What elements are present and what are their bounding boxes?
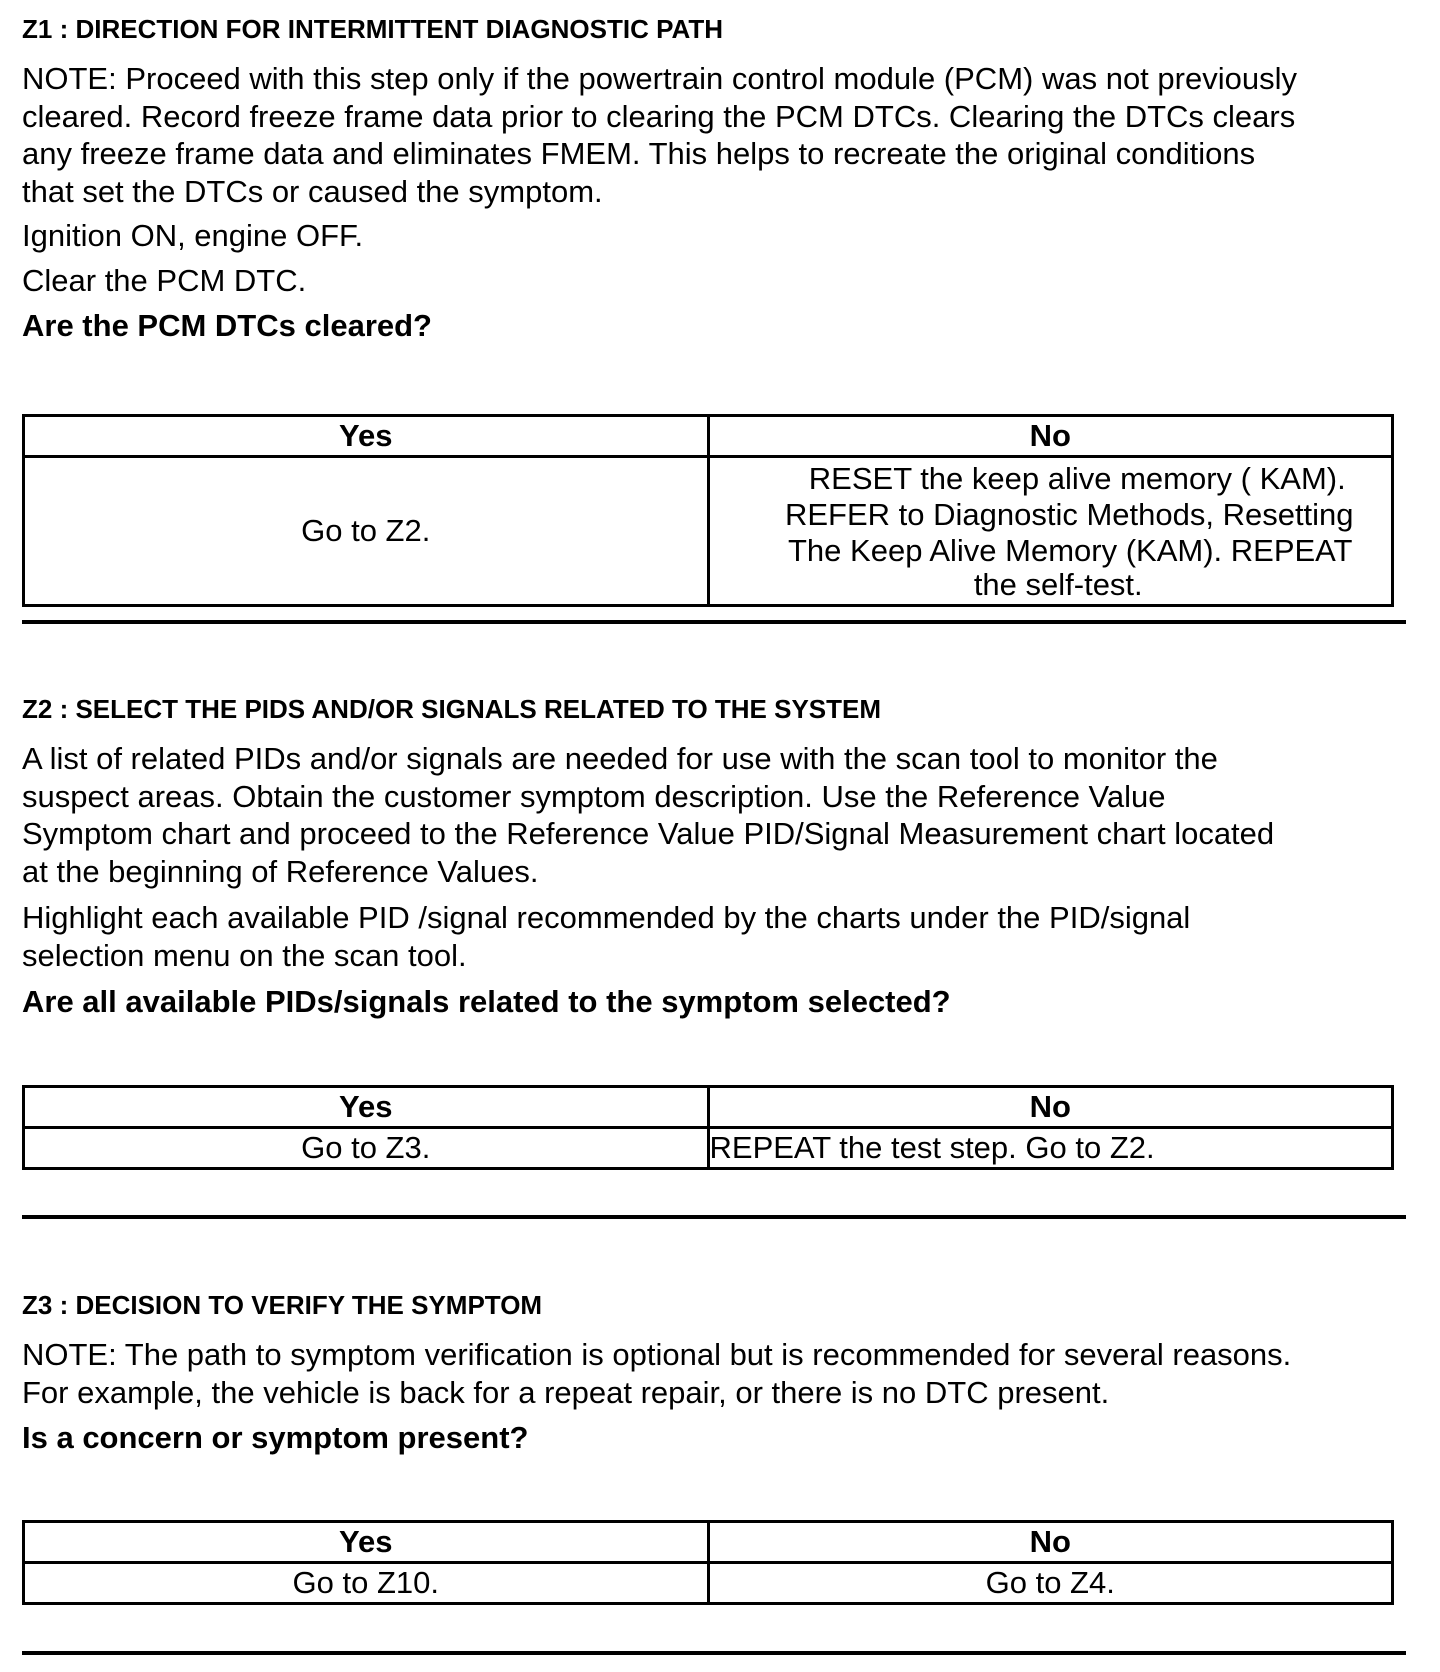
z1-note: [22, 60, 1402, 210]
z3-question: Is a concern or symptom present?: [22, 1420, 529, 1455]
z1-note-line: cleared. Record freeze frame data prior to clearing the PCM DTCs. Clearing the DTCs clears: [22, 98, 1296, 134]
no-action: [708, 457, 1393, 606]
table-header-row: [24, 1522, 1393, 1563]
table-row: [24, 1128, 1393, 1169]
z2-question: Are all available PIDs/signals related to the symptom selected?: [22, 984, 951, 1019]
no-action-line: REFER to Diagnostic Methods, Resetting: [784, 497, 1354, 532]
z2-decision-table: [22, 1085, 1394, 1170]
z3-decision-table: [22, 1520, 1394, 1605]
yes-action: Go to Z2.: [24, 457, 709, 606]
table-header-row: [24, 1087, 1393, 1128]
z1-note-line: any freeze frame data and eliminates FMEM. This helps to recreate the original conditions: [22, 136, 1256, 171]
z3-note-line: For example, the vehicle is back for a repeat repair, or there is no DTC present.: [22, 1374, 1110, 1410]
no-action-line: The Keep Alive Memory (KAM). REPEAT: [788, 533, 1353, 568]
no-header: No: [708, 1087, 1393, 1128]
z2-para-line: Highlight each available PID /signal recommended by the charts under the PID/signal: [22, 900, 1191, 935]
table-header-row: [24, 416, 1393, 457]
z3-note-line: NOTE: The path to symptom verification is optional but is recommended for several reasons.: [22, 1337, 1292, 1372]
yes-action: Go to Z3.: [24, 1128, 709, 1169]
yes-header: Yes: [24, 416, 709, 457]
z2-para-line: at the beginning of Reference Values.: [22, 853, 539, 889]
z2-para-line: Symptom chart and proceed to the Reference Value PID/Signal Measurement chart located: [22, 816, 1275, 851]
z1-title: Z1 : DIRECTION FOR INTERMITTENT DIAGNOSTIC PATH: [22, 14, 724, 44]
z2-title: Z2 : SELECT THE PIDS AND/OR SIGNALS RELATED TO THE SYSTEM: [22, 694, 882, 724]
z3-title: Z3 : DECISION TO VERIFY THE SYMPTOM: [22, 1290, 543, 1320]
z1-question: Are the PCM DTCs cleared?: [22, 308, 432, 343]
yes-header: Yes: [24, 1087, 709, 1128]
z3-note: [22, 1336, 1402, 1411]
no-header: No: [708, 1522, 1393, 1563]
table-row: [24, 1563, 1393, 1604]
z2-para-line: A list of related PIDs and/or signals are needed for use with the scan tool to monitor the: [22, 741, 1218, 776]
z1-decision-table: [22, 414, 1394, 607]
yes-header: Yes: [24, 1522, 709, 1563]
z2-para-line: suspect areas. Obtain the customer symptom description. Use the Reference Value: [22, 778, 1166, 814]
z2-paragraph-2: [22, 899, 1402, 974]
section-divider: [22, 1651, 1406, 1655]
no-header: No: [708, 416, 1393, 457]
z1-step-ignition: Ignition ON, engine OFF.: [22, 218, 364, 253]
section-divider: [22, 620, 1406, 624]
no-action-line: RESET the keep alive memory ( KAM).: [808, 461, 1346, 496]
z2-paragraph-1: [22, 740, 1402, 890]
section-divider: [22, 1215, 1406, 1219]
z2-section: [22, 694, 1402, 1020]
table-row: [24, 457, 1393, 606]
z1-section: [22, 14, 1402, 344]
z3-section: [22, 1290, 1402, 1456]
no-action: Go to Z4.: [708, 1563, 1393, 1604]
z1-step-clear: Clear the PCM DTC.: [22, 262, 307, 298]
z1-note-line: NOTE: Proceed with this step only if the powertrain control module (PCM) was not previously: [22, 61, 1297, 96]
z1-note-line: that set the DTCs or caused the symptom.: [22, 173, 603, 209]
yes-action: Go to Z10.: [24, 1563, 709, 1604]
no-action-line: the self-test.: [973, 567, 1143, 602]
z2-para-line: selection menu on the scan tool.: [22, 937, 467, 973]
no-action: REPEAT the test step. Go to Z2.: [708, 1128, 1393, 1169]
